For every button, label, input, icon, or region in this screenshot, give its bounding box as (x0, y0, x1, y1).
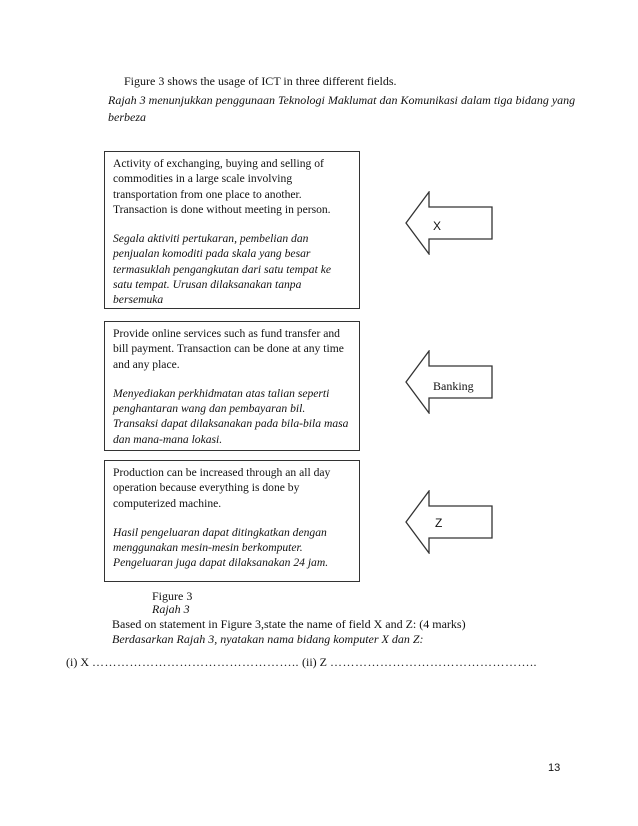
answer-line (66, 655, 537, 670)
intro-english: Figure 3 shows the usage of ICT in three different fields. (124, 74, 397, 88)
arrow-label-z: Z (435, 516, 443, 530)
question-english: Based on statement in Figure 3,state the name of field X and Z: (4 marks) (112, 617, 466, 631)
figure-caption-english: Figure 3 (152, 589, 193, 603)
left-arrow-banking (405, 350, 493, 414)
answer-label-x: (i) X (66, 655, 89, 669)
page-number: 13 (548, 762, 561, 774)
answer-blank-z[interactable]: ………………………………………….. (330, 655, 537, 669)
intro-malay: Rajah 3 menunjukkan penggunaan Teknologi Maklumat dan Komunikasi dalam tiga bidang yang berbeza (108, 93, 576, 124)
statement-3-english: Production can be increased through an all day operation because everything is done by computerized machine. (113, 466, 331, 510)
statement-3-malay: Hasil pengeluaran dapat ditingkatkan dengan menggunakan mesin-mesin berkomputer. Pengeluaran juga dapat dilaksanakan 24 jam. (113, 525, 329, 570)
left-arrow-icon (405, 490, 493, 554)
statement-2-malay: Menyediakan perkhidmatan atas talian seperti penghantaran wang dan pembayaran bil. Transaksi dapat dilaksanakan pada bila-bila masa dan mana-mana lokasi. (113, 386, 349, 446)
figure-caption-malay: Rajah 3 (152, 602, 190, 616)
left-arrow-x (405, 191, 493, 255)
statement-box-2 (104, 321, 360, 451)
statement-1-english: Activity of exchanging, buying and selling of commodities in a large scale involving transportation from one place to another. Transaction is done without meeting in person. (113, 157, 331, 216)
arrow-label-banking: Banking (433, 379, 474, 393)
left-arrow-icon (405, 191, 493, 255)
left-arrow-z (405, 490, 493, 554)
question-malay: Berdasarkan Rajah 3, nyatakan nama bidang komputer X dan Z: (112, 632, 424, 646)
statement-box-1 (104, 151, 360, 309)
answer-blank-x[interactable]: ………………………………………….. (92, 655, 299, 669)
statement-1-malay: Segala aktiviti pertukaran, pembelian dan penjualan komoditi pada skala yang besar termasuklah pengangkutan dari satu tempat ke satu tempat. Urusan dilaksanakan tanpa bersemuka (113, 232, 331, 307)
statement-2-english: Provide online services such as fund transfer and bill payment. Transaction can be done at any time and any place. (113, 327, 344, 371)
answer-label-z: (ii) Z (302, 655, 327, 669)
arrow-label-x: X (433, 219, 442, 233)
statement-box-3 (104, 460, 360, 582)
